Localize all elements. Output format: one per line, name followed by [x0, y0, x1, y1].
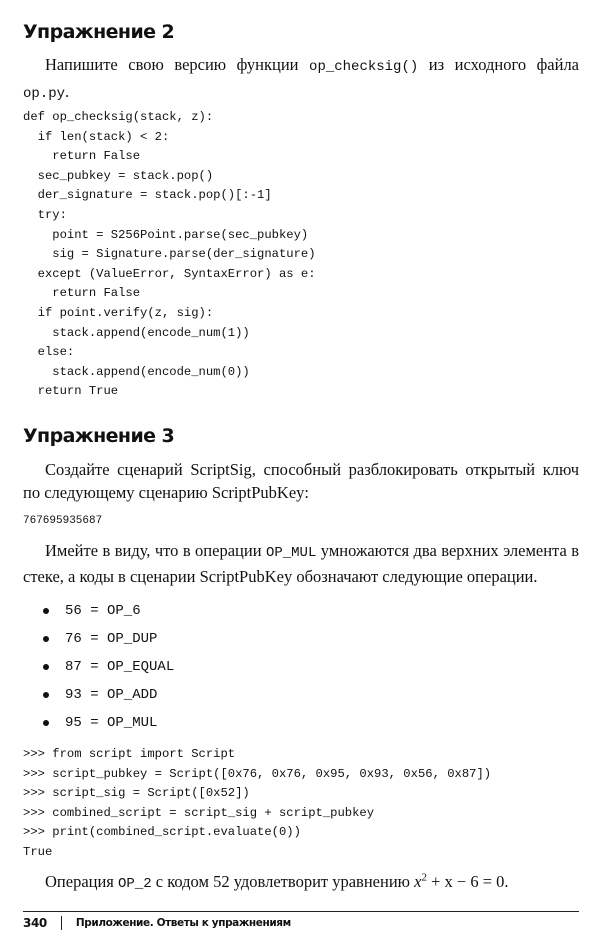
text: .	[65, 81, 70, 101]
inline-code: op_checksig()	[309, 59, 419, 75]
opcode: 87 = OP_EQUAL	[65, 658, 175, 675]
bullet-icon	[43, 720, 49, 726]
bullet-icon	[43, 692, 49, 698]
chapter-title: Приложение. Ответы к упражнениям	[75, 916, 291, 929]
text: умножаются два верхних элемента в стеке, а коды в сценарии ScriptPubKey обозначают следующие операции.	[23, 540, 580, 587]
bullet-icon	[43, 608, 49, 614]
exercise-2-code-block: def op_checksig(stack, z): if len(stack) < 2: return False sec_pubkey = stack.pop() der_signature = stack.pop()[:-1] try: point = S256Point.parse(sec_pubkey) sig = Signature.parse(der_signature) except (ValueError, SyntaxError) as e: return False if point.verify(z, sig): stack.append(encode_num(1)) else: stack.append(encode_num(0)) return True	[23, 110, 316, 399]
equation-variable: x	[414, 872, 422, 892]
list-item	[43, 653, 579, 681]
page-footer	[23, 916, 579, 930]
text: Создайте сценарий ScriptSig, способный разблокировать открытый ключ по следующему сценарию ScriptPubKey:	[23, 459, 579, 503]
inline-code: OP_MUL	[265, 544, 317, 561]
exercise-2-text	[23, 53, 579, 106]
opcode: 56 = OP_6	[65, 602, 141, 619]
text: Имейте в виду, что в операции	[45, 540, 266, 560]
opcode: 76 = OP_DUP	[65, 630, 158, 647]
list-item	[43, 625, 579, 653]
text: из исходного файла	[418, 55, 579, 74]
footer-separator	[61, 916, 62, 930]
opcode-list	[23, 597, 579, 737]
list-item	[43, 681, 579, 709]
script-pubkey-hex: 767695935687	[23, 514, 103, 527]
page-number: 340	[23, 915, 47, 930]
text: с кодом 52 удовлетворит уравнению	[151, 872, 415, 892]
text: Напишите свою версию функции	[45, 55, 310, 74]
footer-divider	[23, 911, 579, 912]
list-item	[43, 597, 579, 625]
inline-code: OP_2	[118, 876, 152, 893]
exercise-3-conclusion	[23, 870, 579, 897]
list-item	[43, 709, 579, 737]
text: Операция	[45, 872, 119, 892]
exercise-3-paragraph-2	[23, 539, 579, 589]
bullet-icon	[43, 664, 49, 670]
exercise-3-title: Упражнение 3	[23, 424, 175, 447]
opcode: 93 = OP_ADD	[65, 686, 158, 703]
exercise-3-paragraph-1	[23, 458, 579, 505]
equation-exponent: 2	[421, 871, 427, 884]
equation-rest: + x − 6 = 0.	[426, 872, 509, 892]
bullet-icon	[43, 636, 49, 642]
exercise-2-title: Упражнение 2	[23, 21, 175, 43]
inline-code: op.py	[23, 85, 66, 102]
exercise-3-code-block: >>> from script import Script >>> script_pubkey = Script([0x76, 0x76, 0x95, 0x93, 0x56, 0x87]) >>> script_sig = Script([0x52]) >>> combined_script = script_sig + script_pubkey >>> print(combined_script.evaluate(0)) True	[23, 746, 492, 859]
opcode: 95 = OP_MUL	[65, 714, 158, 731]
